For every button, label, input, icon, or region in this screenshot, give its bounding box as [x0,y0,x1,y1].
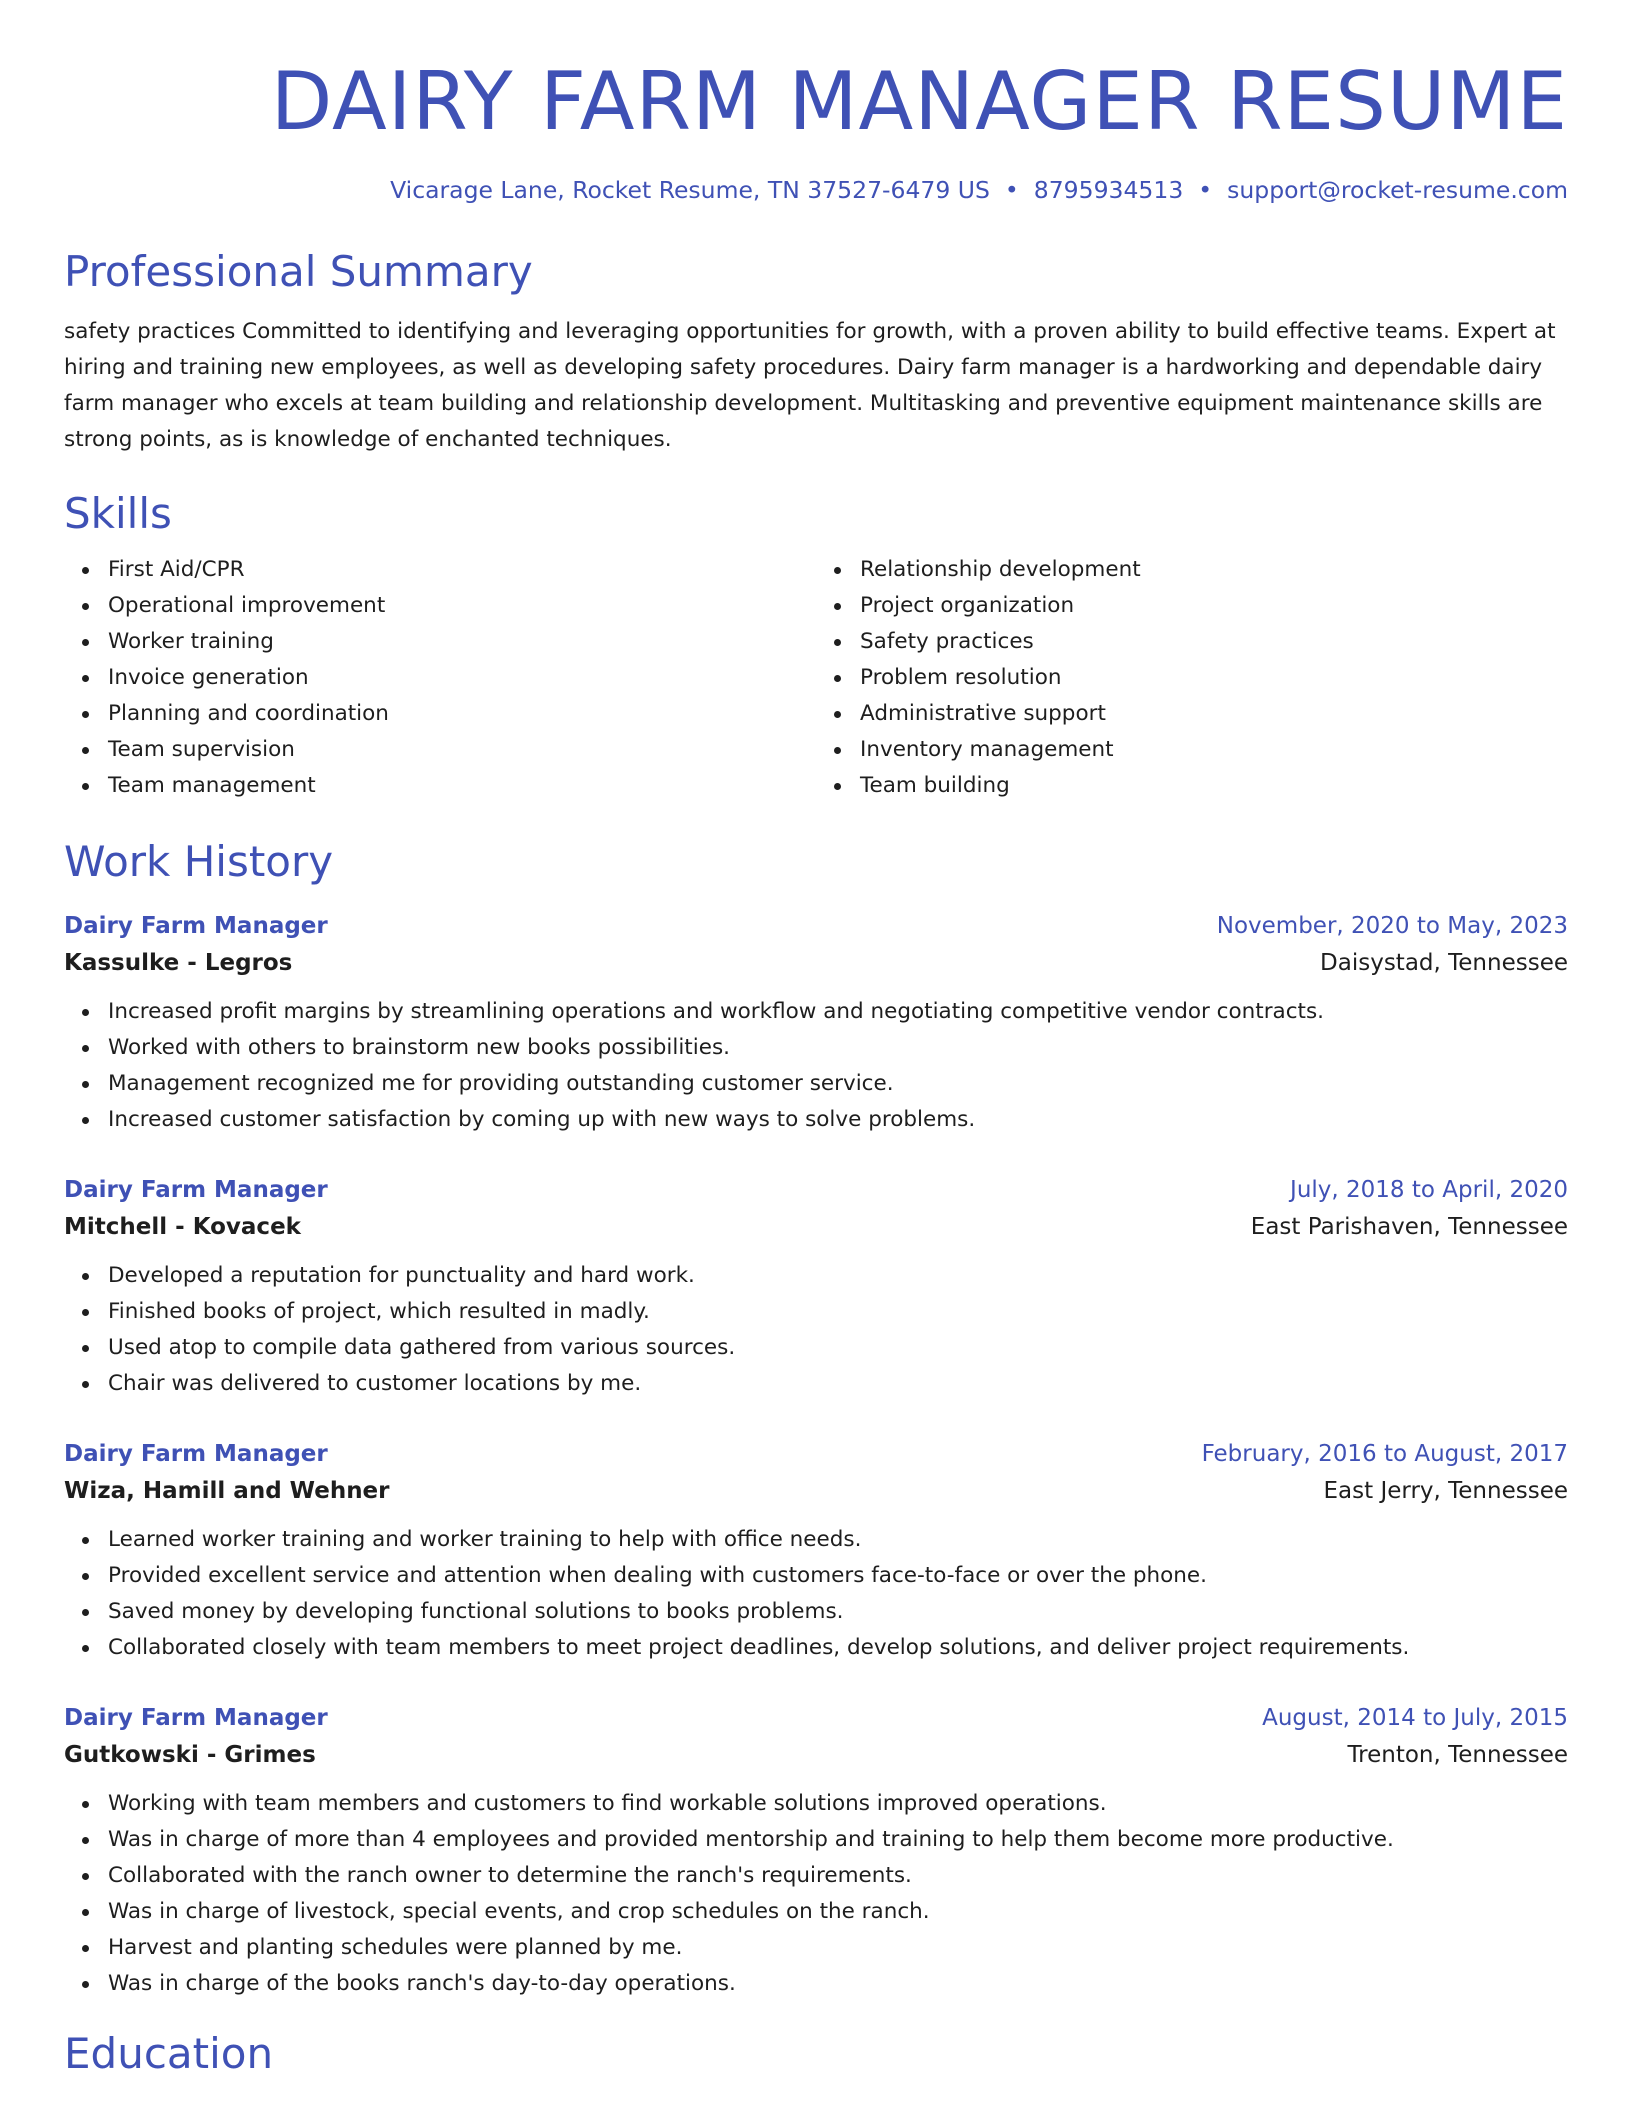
summary-heading: Professional Summary [64,247,533,296]
job-dates: February, 2016 to August, 2017 [1201,1441,1568,1467]
job-role: Dairy Farm Manager [64,1705,328,1731]
job-company: Gutkowski - Grimes [64,1742,316,1768]
skills-list-left [64,552,816,804]
skill-item: Team management [108,768,816,804]
job-bullet: Developed a reputation for punctuality and hard work. [108,1258,1568,1294]
job-bullet: Harvest and planting schedules were planned by me. [108,1930,1568,1966]
job-dates: November, 2020 to May, 2023 [1216,913,1568,939]
job-bullet: Learned worker training and worker training to help with office needs. [108,1522,1568,1558]
contact-separator: • [1004,176,1019,204]
job-company: Kassulke - Legros [64,950,293,976]
job-location: Daisystad, Tennessee [1320,950,1568,976]
job-bullet: Increased profit margins by streamlining operations and workflow and negotiating competitive vendor contracts. [108,994,1568,1030]
skill-item: First Aid/CPR [108,552,816,588]
job-bullets [64,1522,1568,1666]
job-bullet: Worked with others to brainstorm new books possibilities. [108,1030,1568,1066]
job-dates: July, 2018 to April, 2020 [1290,1177,1568,1203]
job-entry [64,1172,1568,1402]
contact-separator: • [1198,176,1213,204]
job-company: Wiza, Hamill and Wehner [64,1478,390,1504]
job-location: East Parishaven, Tennessee [1250,1214,1568,1240]
job-bullet: Finished books of project, which resulted in madly. [108,1294,1568,1330]
job-role: Dairy Farm Manager [64,913,328,939]
resume-title: DAIRY FARM MANAGER RESUME [270,55,1568,148]
skill-item: Worker training [108,624,816,660]
contact-address: Vicarage Lane, Rocket Resume, TN 37527-6479 US [390,176,990,204]
skills-heading: Skills [64,489,172,538]
job-bullets [64,994,1568,1138]
skills-list-right [816,552,1568,804]
skill-item: Project organization [860,588,1568,624]
contact-email: support@rocket-resume.com [1227,176,1568,204]
job-location: Trenton, Tennessee [1347,1742,1568,1768]
skill-item: Operational improvement [108,588,816,624]
skills-grid [64,552,1568,804]
job-company: Mitchell - Kovacek [64,1214,301,1240]
job-role: Dairy Farm Manager [64,1441,328,1467]
skill-item: Inventory management [860,732,1568,768]
skill-item: Team supervision [108,732,816,768]
skill-item: Relationship development [860,552,1568,588]
job-bullet: Saved money by developing functional solutions to books problems. [108,1594,1568,1630]
skill-item: Problem resolution [860,660,1568,696]
skill-item: Team building [860,768,1568,804]
job-bullet: Was in charge of more than 4 employees and provided mentorship and training to help them become more productive. [108,1822,1568,1858]
job-entry [64,1436,1568,1666]
job-bullet: Collaborated closely with team members to meet project deadlines, develop solutions, and deliver project requirements. [108,1630,1568,1666]
job-bullets [64,1258,1568,1402]
job-bullet: Provided excellent service and attention when dealing with customers face-to-face or over the phone. [108,1558,1568,1594]
skill-item: Planning and coordination [108,696,816,732]
job-bullets [64,1786,1568,2002]
contact-phone: 8795934513 [1033,176,1184,204]
job-bullet: Chair was delivered to customer locations by me. [108,1366,1568,1402]
job-location: East Jerry, Tennessee [1323,1478,1568,1504]
job-bullet: Was in charge of the books ranch's day-to-day operations. [108,1966,1568,2002]
skill-item: Administrative support [860,696,1568,732]
summary-text: safety practices Committed to identifying and leveraging opportunities for growth, with a proven ability to build effective teams. Expert at hiring and training new employees, as well as developing safety procedures. Dairy farm manager is a hardworking and dependable dairy farm manager who excels at team building and relationship development. Multitasking and preventive equipment maintenance skills are strong points, as is knowledge of enchanted techniques. [64,319,1556,452]
job-bullet: Management recognized me for providing outstanding customer service. [108,1066,1568,1102]
job-bullet: Used atop to compile data gathered from various sources. [108,1330,1568,1366]
job-entry [64,1700,1568,2002]
resume-page [64,0,1568,2082]
job-role: Dairy Farm Manager [64,1177,328,1203]
contact-line [64,174,1568,206]
skill-item: Invoice generation [108,660,816,696]
education-heading: Education [64,2029,274,2078]
job-bullet: Collaborated with the ranch owner to determine the ranch's requirements. [108,1858,1568,1894]
job-entry [64,908,1568,1138]
job-bullet: Was in charge of livestock, special events, and crop schedules on the ranch. [108,1894,1568,1930]
job-dates: August, 2014 to July, 2015 [1262,1705,1568,1731]
job-bullet: Working with team members and customers to find workable solutions improved operations. [108,1786,1568,1822]
work-history-heading: Work History [64,837,334,886]
skill-item: Safety practices [860,624,1568,660]
job-bullet: Increased customer satisfaction by coming up with new ways to solve problems. [108,1102,1568,1138]
